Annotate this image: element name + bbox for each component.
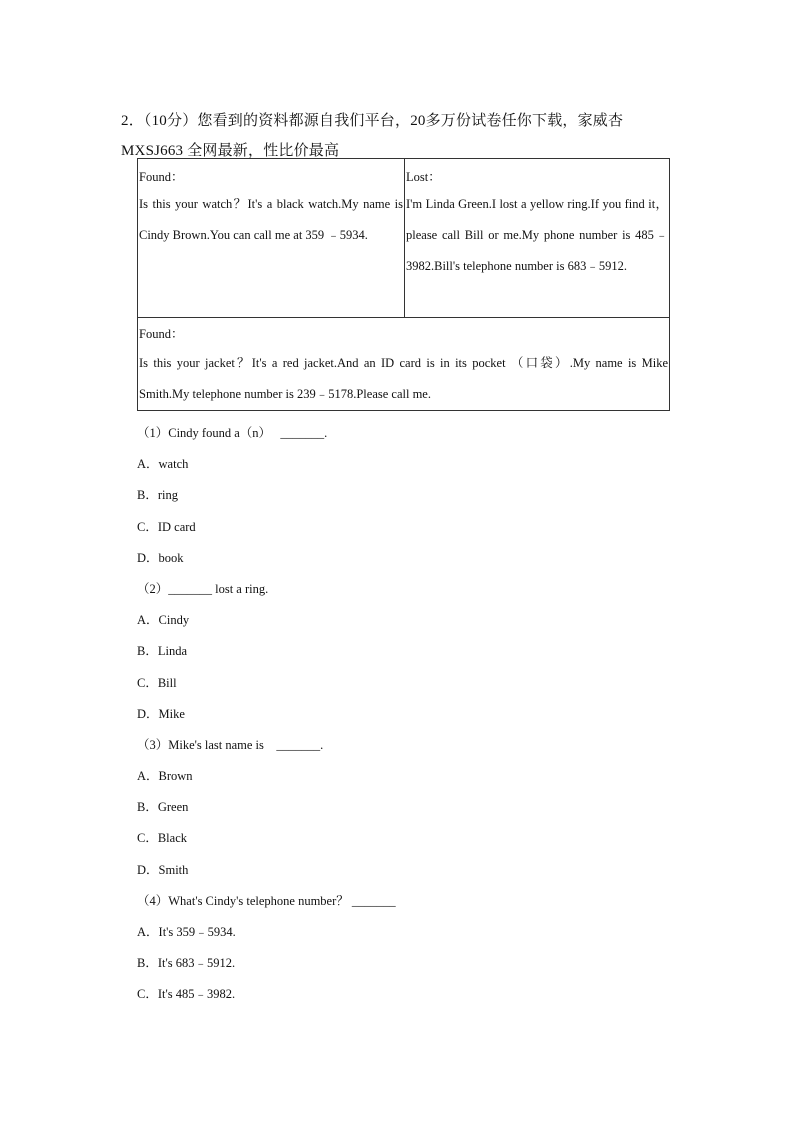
- answer-option: B．ring: [137, 488, 178, 503]
- heading-line-1: 2．（10分）您看到的资料都源自我们平台，20多万份试卷任你下载，家威杏: [121, 113, 624, 129]
- found-jacket-notice: [138, 318, 670, 411]
- notice-title: Found：: [139, 170, 184, 184]
- answer-option: C．Black: [137, 831, 187, 846]
- answer-option: D．Mike: [137, 706, 185, 721]
- question-stem: （1）Cindy found a（n） _______.: [137, 426, 328, 440]
- notice-body: Is this your watch？It's a black watch.My name is Cindy Brown.You can call me at 359 ﹣5934.: [139, 197, 403, 242]
- notices-table: [137, 158, 670, 411]
- answer-option: C．ID card: [137, 519, 196, 534]
- question-stem: （3）Mike's last name is _______.: [137, 737, 324, 752]
- answer-option: D．Smith: [137, 862, 189, 877]
- heading-line-2: MXSJ663 全网最新，性比价最高: [121, 143, 340, 159]
- answer-option: B．It's 683﹣5912.: [137, 956, 236, 971]
- notice-body: I'm Linda Green.I lost a yellow ring.If you find it，please call Bill or me.My phone number is 485﹣3982.Bill's telephone number is 683﹣5912.: [406, 197, 668, 273]
- notice-body: Is this your jacket？It's a red jacket.And an ID card is in its pocket （口袋）.My name is Mike Smith.My telephone number is 239﹣5178.Please call me.: [139, 356, 668, 401]
- answer-option: B．Linda: [137, 644, 187, 659]
- question-stem: （2）_______ lost a ring.: [137, 581, 269, 596]
- notice-title: Lost：: [406, 170, 441, 184]
- lost-ring-notice: [405, 159, 670, 318]
- question-heading: [121, 106, 681, 166]
- answer-option: B．Green: [137, 800, 189, 815]
- answer-option: A．Brown: [137, 769, 193, 784]
- question-stem: （4）What's Cindy's telephone number？ _______: [137, 893, 396, 908]
- answer-option: A．It's 359﹣5934.: [137, 925, 236, 939]
- answer-option: D．book: [137, 550, 184, 565]
- answer-option: A．watch: [137, 457, 189, 472]
- notice-title: Found：: [139, 327, 184, 341]
- answer-option: A．Cindy: [137, 613, 190, 628]
- questions-list: [137, 422, 396, 1015]
- found-watch-notice: [138, 159, 405, 318]
- answer-option: C．Bill: [137, 675, 177, 690]
- answer-option: C．It's 485﹣3982.: [137, 987, 236, 1002]
